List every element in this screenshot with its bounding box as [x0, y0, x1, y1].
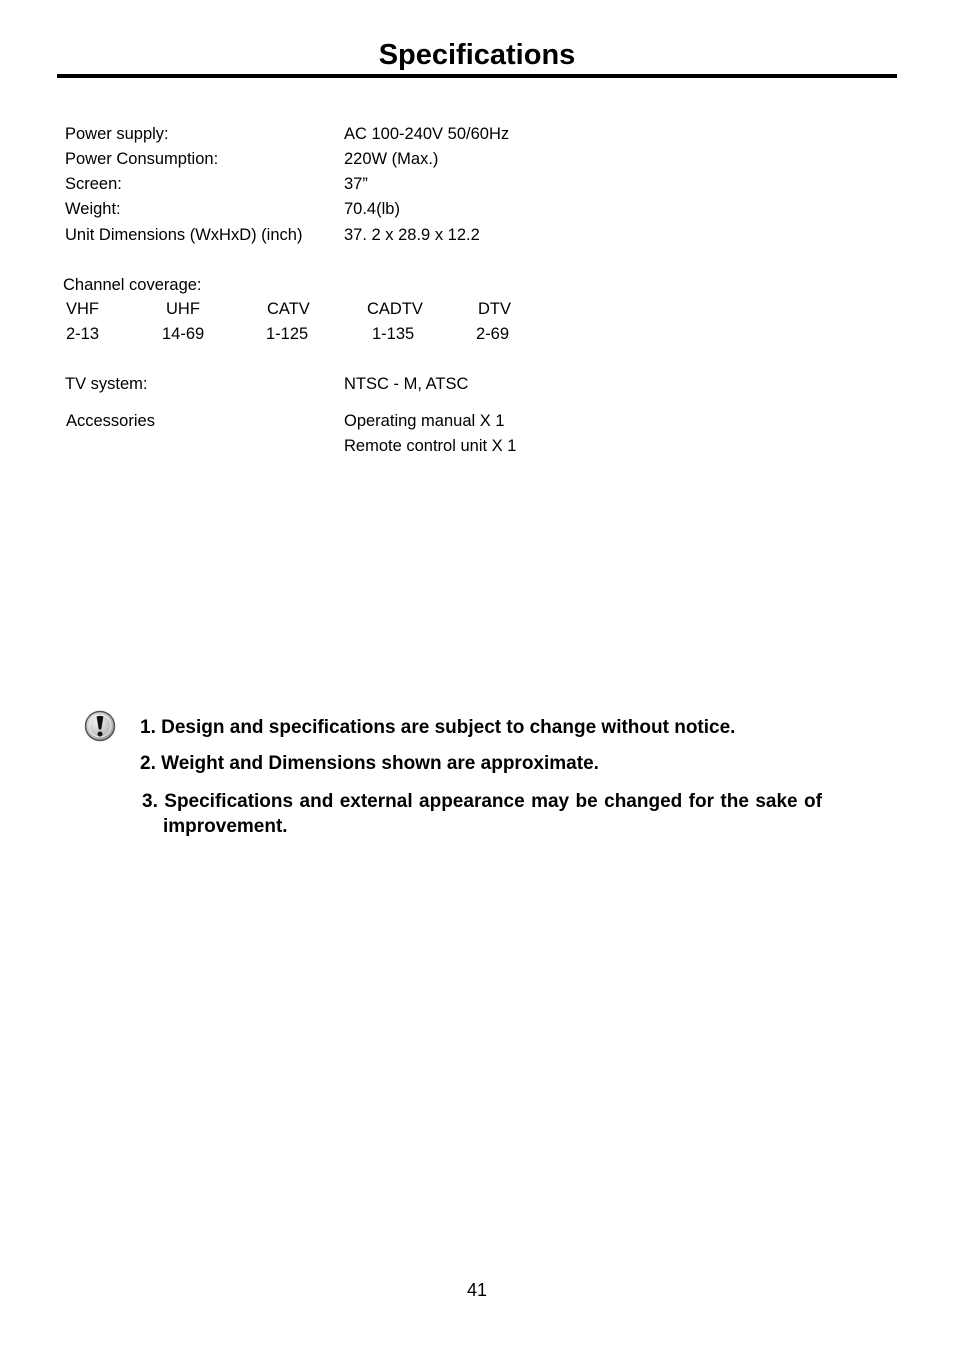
accessory-item: Operating manual X 1	[344, 412, 505, 430]
spec-label-weight: Weight:	[65, 200, 121, 218]
page-number: 41	[466, 1280, 488, 1300]
band-name-catv: CATV	[267, 300, 310, 318]
tv-system-label: TV system:	[65, 375, 148, 393]
channel-coverage-label: Channel coverage:	[63, 276, 202, 294]
spec-label-power-consumption: Power Consumption:	[65, 150, 219, 168]
band-name-vhf: VHF	[66, 300, 99, 318]
note-item: 3. Specifications and external appearance may be changed for the sake of improvement.	[142, 791, 822, 837]
exclamation-notice-icon	[84, 710, 116, 742]
band-range-uhf: 14-69	[162, 325, 205, 343]
accessory-item: Remote control unit X 1	[344, 437, 517, 455]
note-item: 2. Weight and Dimensions shown are approximate.	[140, 753, 599, 774]
spec-value-power-consumption: 220W (Max.)	[344, 150, 439, 168]
band-name-dtv: DTV	[478, 300, 511, 318]
band-range-vhf: 2-13	[66, 325, 100, 343]
band-name-uhf: UHF	[166, 300, 200, 318]
spec-label-power-supply: Power supply:	[65, 125, 169, 143]
title-divider	[57, 74, 897, 78]
band-range-catv: 1-125	[266, 325, 309, 343]
band-range-dtv: 2-69	[476, 325, 510, 343]
band-range-cadtv: 1-135	[372, 325, 415, 343]
spec-value-screen: 37”	[344, 175, 368, 193]
spec-value-power-supply: AC 100-240V 50/60Hz	[344, 125, 510, 143]
spec-value-weight: 70.4(lb)	[344, 200, 400, 218]
band-name-cadtv: CADTV	[367, 300, 423, 318]
tv-system-value: NTSC - M, ATSC	[344, 375, 469, 393]
spec-label-screen: Screen:	[65, 175, 122, 193]
spec-value-dimensions: 37. 2 x 28.9 x 12.2	[344, 226, 480, 244]
accessories-label: Accessories	[66, 412, 155, 430]
spec-label-dimensions: Unit Dimensions (WxHxD) (inch)	[65, 226, 303, 244]
note-item: 1. Design and specifications are subject to change without notice.	[140, 717, 736, 738]
page-title: Specifications	[378, 39, 576, 71]
